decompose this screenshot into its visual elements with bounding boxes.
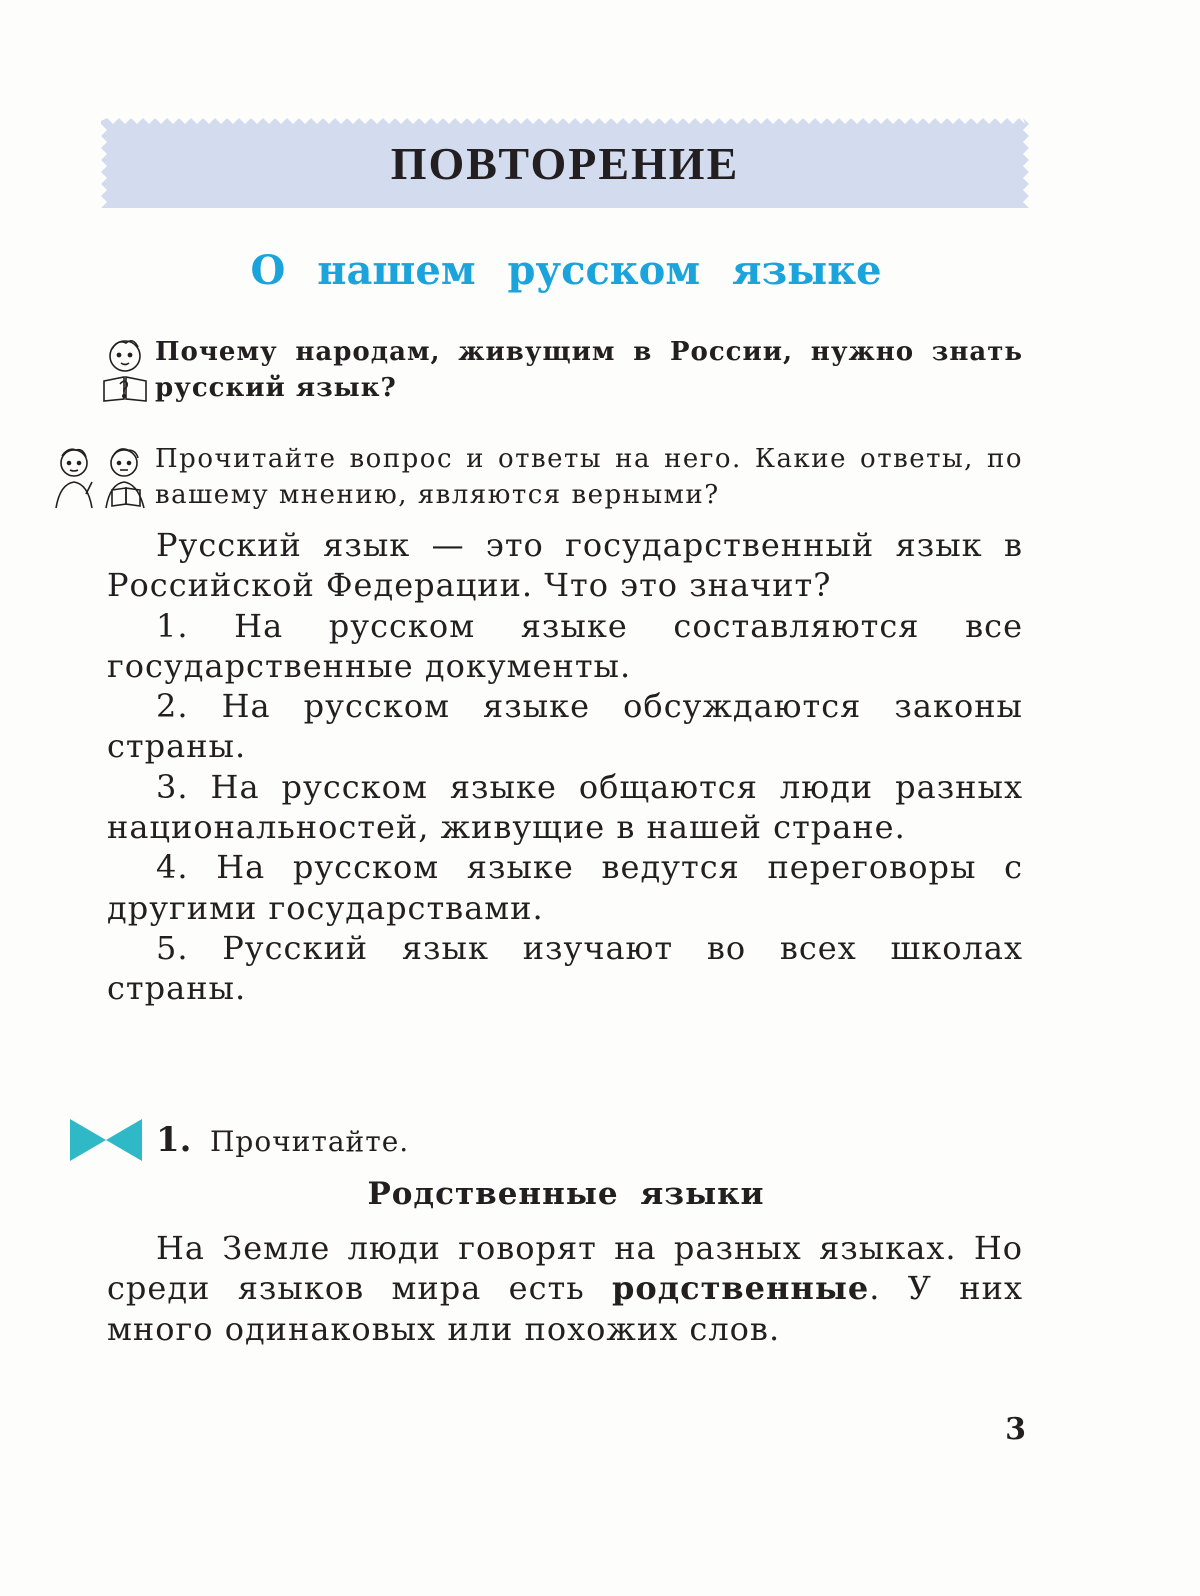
- answer-item: 4. На русском языке ведутся переговоры с другими государствами.: [107, 848, 1023, 927]
- answer-item: 2. На русском языке обсуждаются законы страны.: [107, 687, 1023, 766]
- reading-title: Родственные языки: [367, 1176, 765, 1212]
- answer-item: 1. На русском языке составляются все государственные документы.: [107, 606, 1023, 685]
- exercise-number: 1.: [156, 1120, 192, 1160]
- answer-item: 3. На русском языке общаются люди разных национальностей, живущие в нашей стране.: [107, 767, 1023, 847]
- reading-text-block: [107, 1228, 1023, 1349]
- page-number: 3: [1005, 1412, 1026, 1447]
- main-text-block: [107, 525, 1023, 1009]
- reading-paragraph: [107, 1228, 1023, 1349]
- reading-text-before: На Земле люди говорят на разных языках. Но среди языков мира есть: [107, 1229, 1023, 1308]
- reading-text-after: . У них много одинаковых или похожих слов.: [107, 1269, 1024, 1348]
- intro-paragraph: Русский язык — это государственный язык в Российской Федерации. Что это значит?: [107, 526, 1023, 605]
- chapter-banner: [101, 118, 1029, 208]
- exercise-instruction: Прочитайте.: [210, 1125, 410, 1158]
- two-boys-icon: [52, 446, 150, 512]
- answer-item: 5. Русский язык изучают во всех школах страны.: [107, 928, 1023, 1008]
- chapter-title: ПОВТОРЕНИЕ: [390, 137, 740, 189]
- question-text: Почему народам, живущим в России, нужно знать русский язык?: [155, 337, 1023, 403]
- reading-bold-term: родственные: [612, 1269, 870, 1308]
- exercise-bowtie-icon: [70, 1119, 142, 1161]
- section-title: О нашем русском языке: [250, 247, 882, 294]
- boy-question-icon: [100, 337, 150, 403]
- instruction-text: Прочитайте вопрос и ответы на него. Какие ответы, по вашему мнению, являются верными?: [155, 444, 1023, 510]
